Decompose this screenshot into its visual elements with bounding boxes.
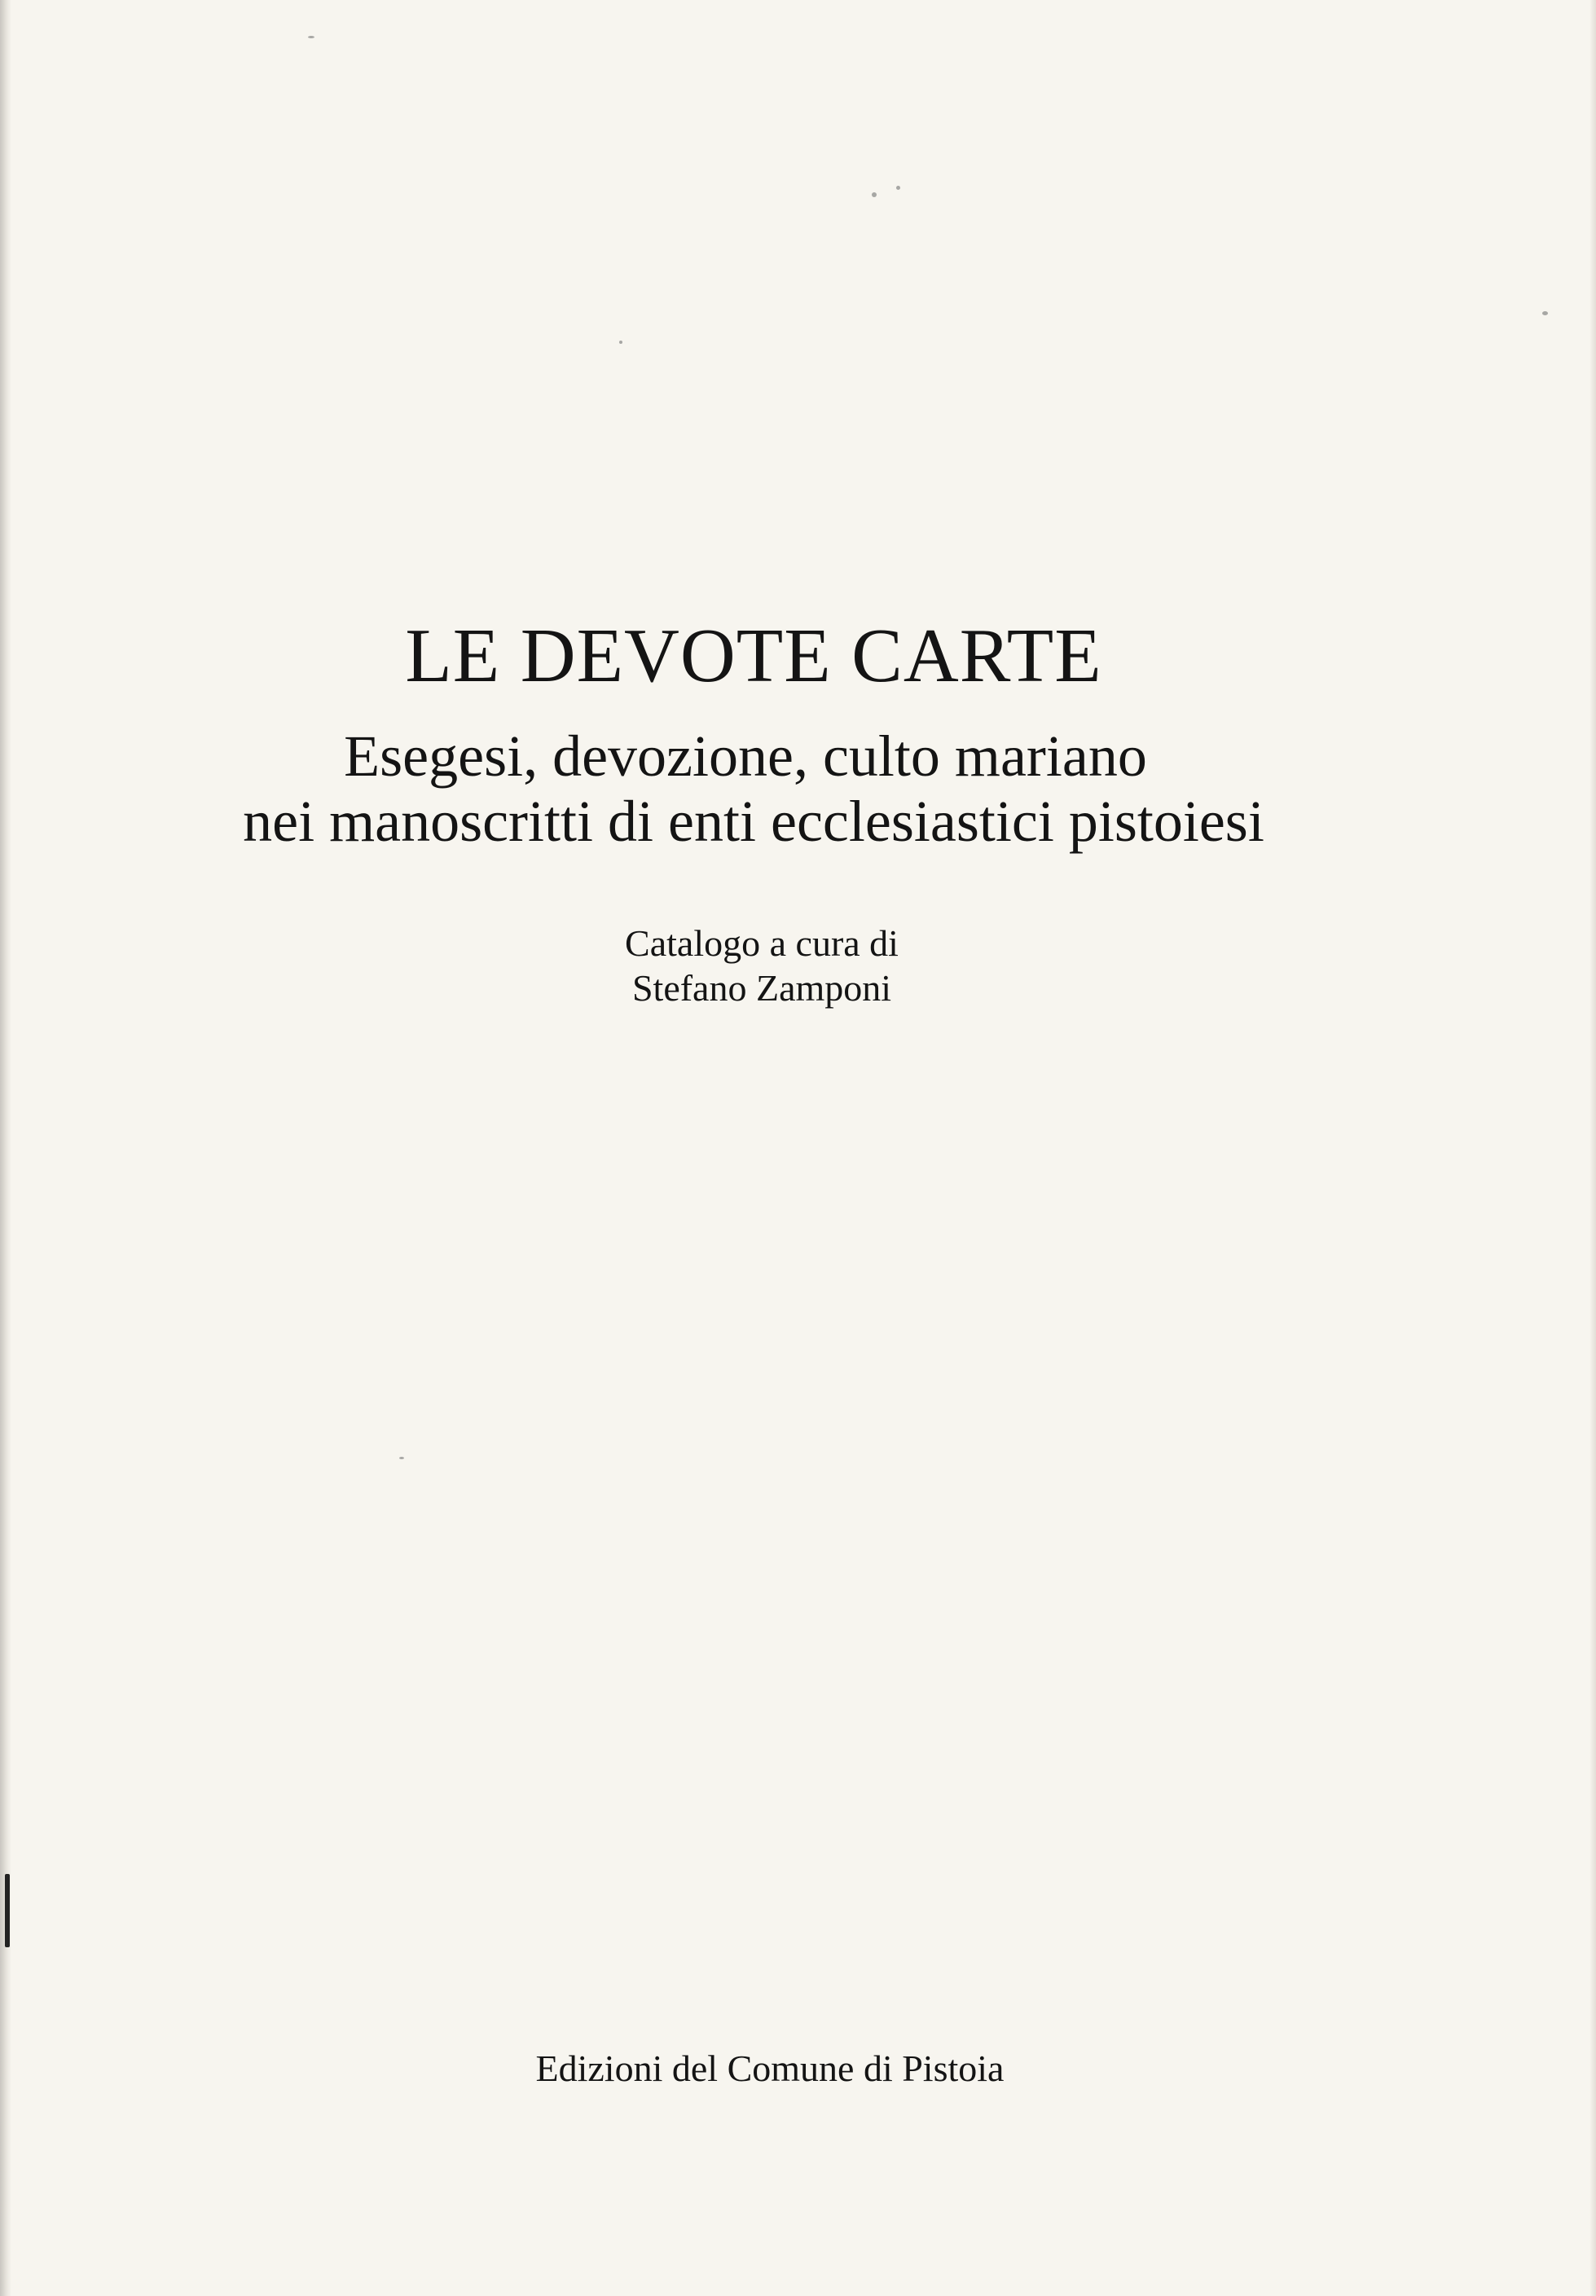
curator-credit-line-1: Catalogo a cura di bbox=[625, 922, 899, 964]
paper-speck bbox=[1542, 311, 1548, 315]
curator-credit-line-2: Stefano Zamponi bbox=[631, 967, 892, 1009]
staple-mark bbox=[5, 1874, 10, 1947]
paper-speck bbox=[896, 186, 900, 190]
cover-left-edge bbox=[0, 0, 11, 2296]
paper-speck bbox=[872, 192, 877, 197]
cover-subtitle-line-1: Esegesi, devozione, culto mariano bbox=[344, 724, 1147, 789]
cover-right-edge bbox=[1589, 0, 1596, 2296]
paper-speck bbox=[399, 1457, 404, 1459]
paper-speck bbox=[619, 341, 622, 344]
publisher-name: Edizioni del Comune di Pistoia bbox=[535, 2047, 1005, 2089]
paper-speck bbox=[308, 36, 314, 38]
cover-title: LE DEVOTE CARTE bbox=[405, 614, 1102, 698]
cover-subtitle-line-2: nei manoscritti di enti ecclesiastici pistoiesi bbox=[243, 789, 1264, 854]
